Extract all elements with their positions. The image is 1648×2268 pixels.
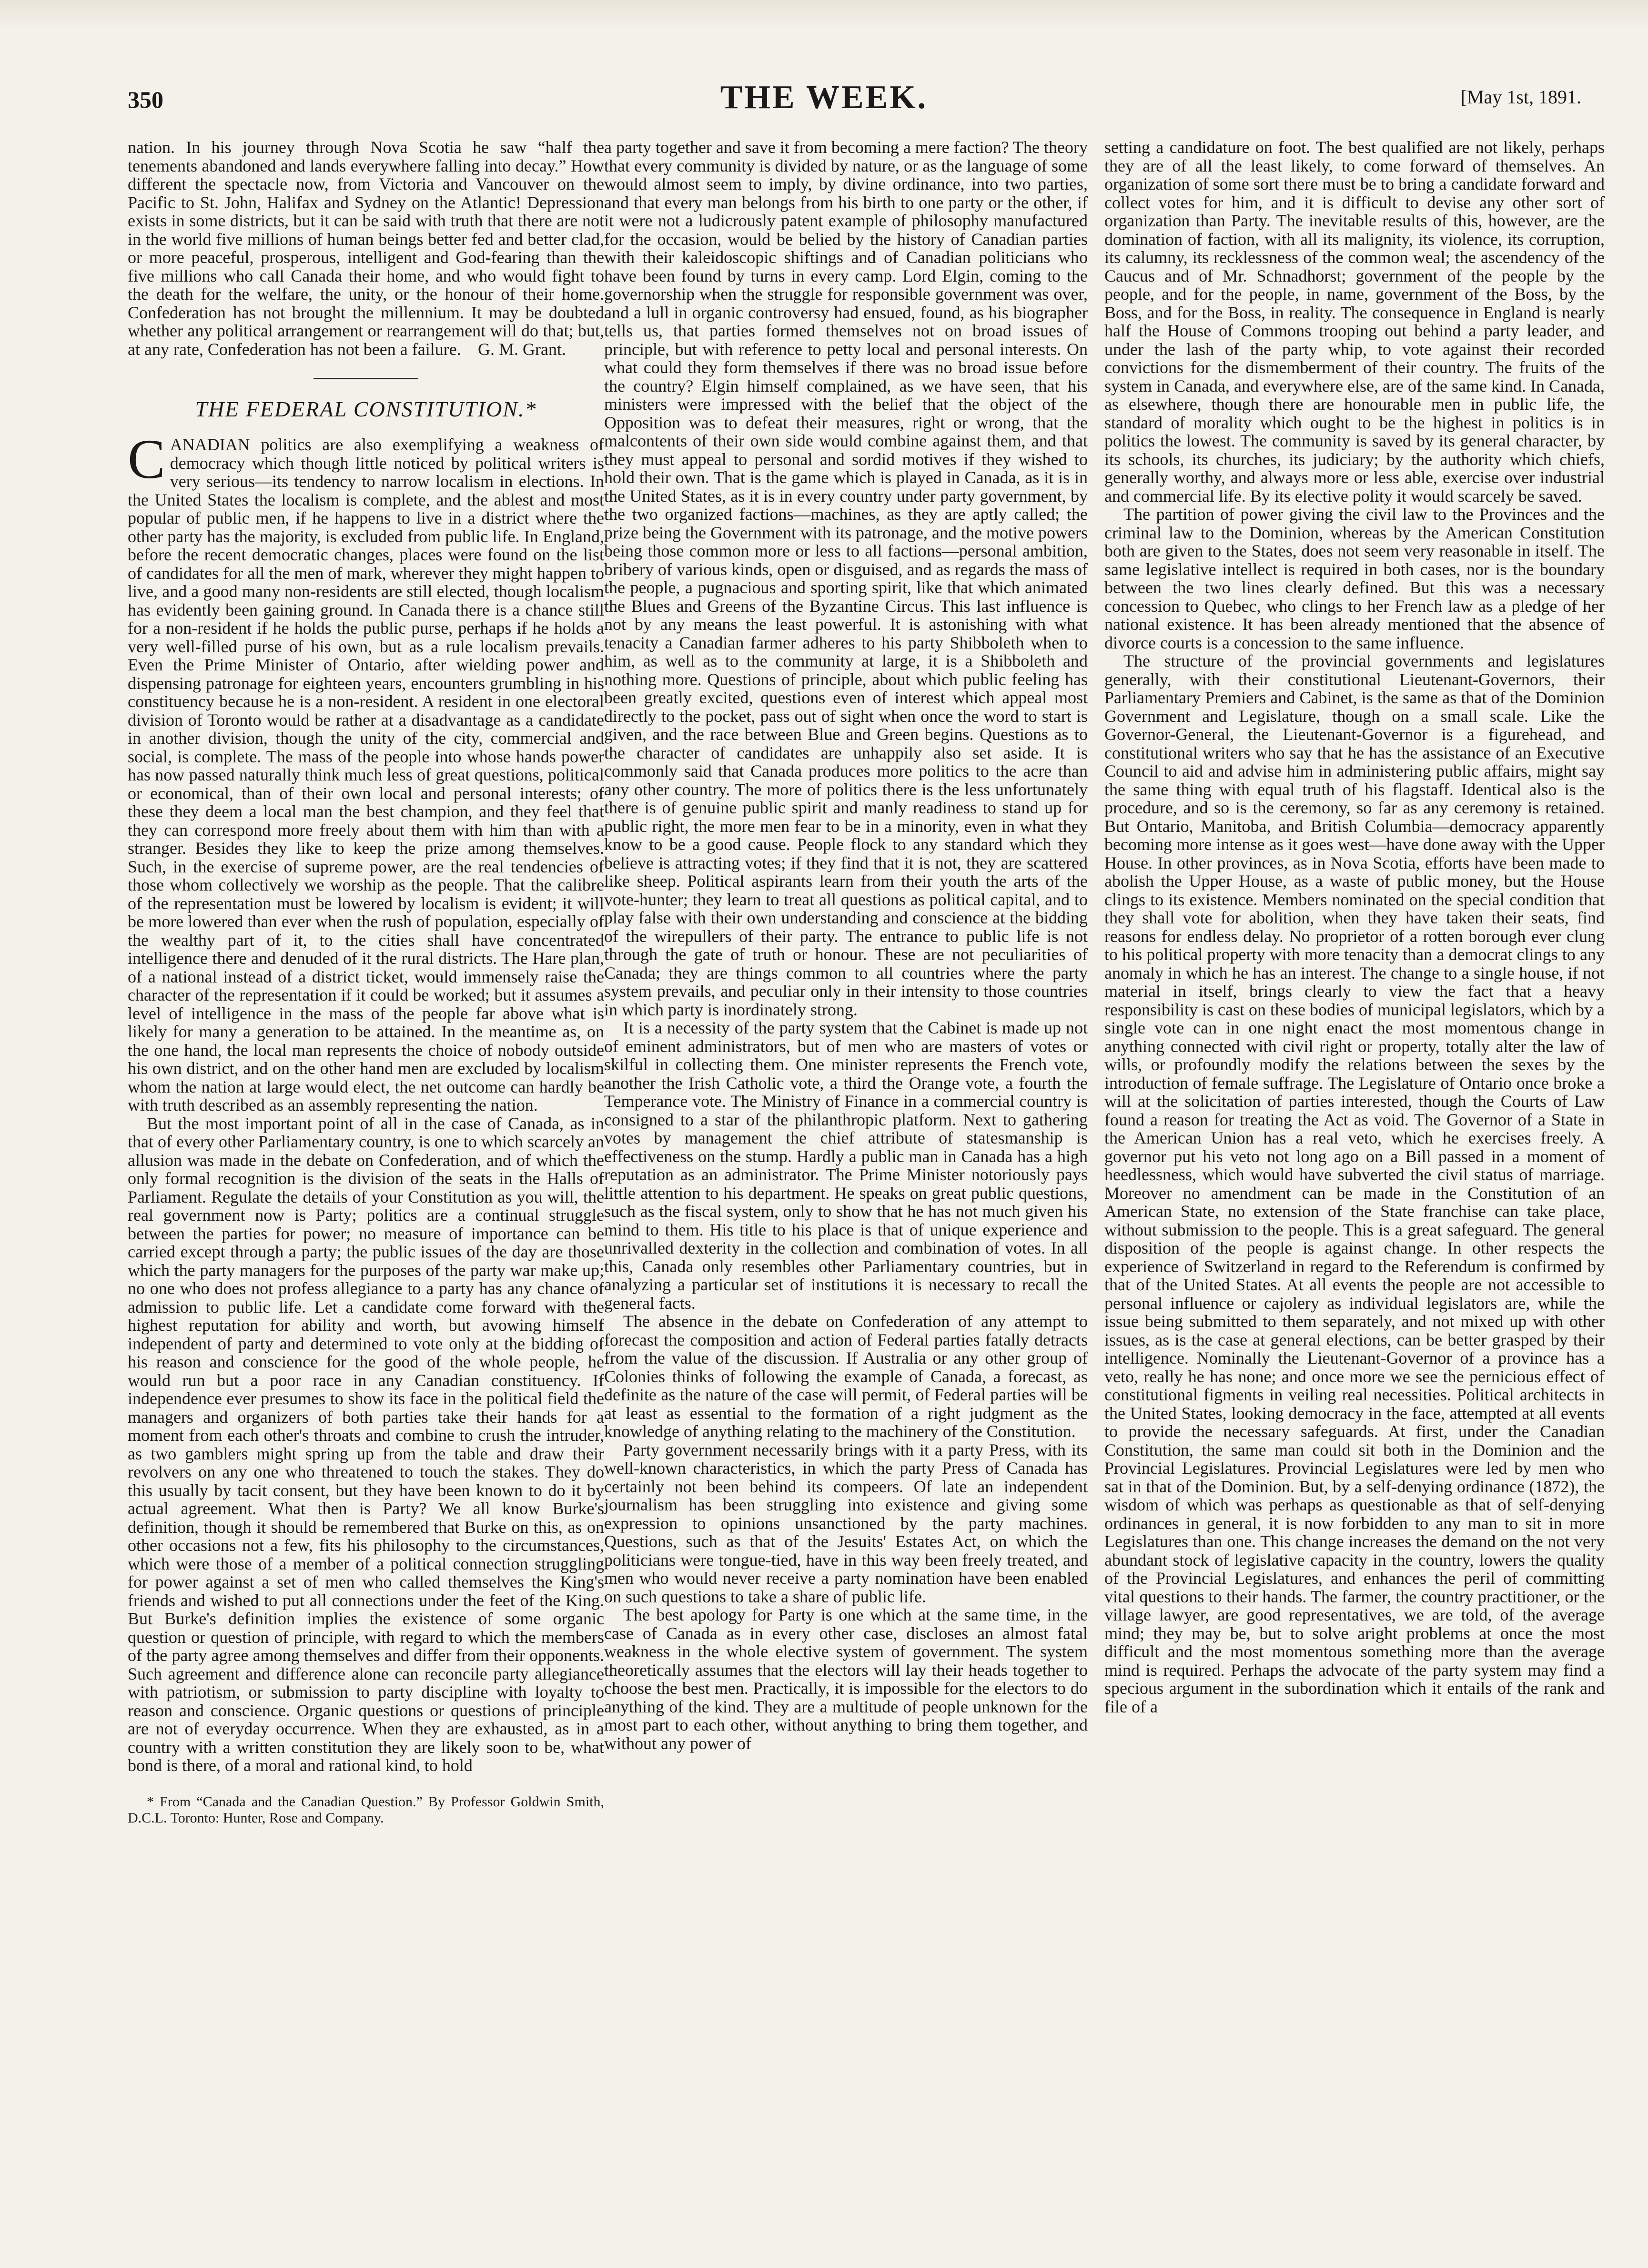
article-paragraph: setting a candidature on foot. The best qualified are not likely, perhaps they are of all the least likely, to come forward of themselves. An organization of some sort there must be to bring a candidate forward and collect votes for him, and it is difficult to devise any other sort of organization than Party. The inevitable results of this, however, are the domination of faction, with all its malignity, its violence, its corruption, its calumny, its recklessness of the common weal; the ascendency of the Caucus and of Mr. Schnadhorst; government of the people by the people, and for the people, in name, government of the Boss, by the Boss, and for the Boss, in reality. The consequence in England is nearly half the House of Commons trooping out behind a party leader, and under the lash of the party whip, to vote against their recorded convictions for the dismemberment of their country. The fruits of the system in Canada, and everywhere else, are of the same kind. In Canada, as elsewhere, though there are honourable men in public life, the standard of morality which ought to be the highest in politics is in politics the lowest. The community is saved by its general character, by its schools, its churches, its judiciary; by the authority which chiefs, generally worthy, and always more or less able, exercise over industrial and commercial life. By its elective polity it would scarcely be saved. [1104,138,1605,506]
previous-article-ending: nation. In his journey through Nova Scotia he saw “half the tenements abandoned and lands everywhere falling into decay.” How different the spectacle now, from Victoria and Vancouver on the Pacific to St. John, Halifax and Sydney on the Atlantic! Depression exists in some districts, but it can be said with truth that there are not in the world five millions of human beings better fed and better clad, or more peaceful, prosperous, intelligent and God-fearing than the five millions who call Canada their home, and who would fight to the death for the welfare, the unity, or the honour of their home. Confederation has not brought the millennium. It may be doubted whether any political arrangement or rearrangement will do that; but, at any rate, Confederation has not been a failure. [128,138,604,359]
page-number: 350 [128,86,163,113]
article-paragraph: The structure of the provincial governments and legislatures generally, with their constitutional Lieutenant-Governors, their Parliamentary Premiers and Cabinet, is the same as that of the Dominion Government and Legislature, though on a small scale. Like the Governor-General, the Lieutenant-Governor is a figurehead, and constitutional writers who say that he has the assistance of an Executive Council to aid and advise him in administering public affairs, might say the same thing with equal truth of his flagstaff. Identical also is the procedure, and so is the ceremony, so far as any ceremony is retained. But Ontario, Manitoba, and British Columbia—democracy apparently becoming more intense as it goes west—have done away with the Upper House. In other provinces, as in Nova Scotia, efforts have been made to abolish the Upper House, as a waste of public money, but the House clings to its existence. Members nominated on the special condition that they shall vote for abolition, when they have taken their seats, find reasons for endless delay. No proprietor of a rotten borough ever clung to his political property with more tenacity than a democrat clings to any anomaly in which he has an interest. The change to a single house, if not material in itself, brings clearly to view the fact that a heavy responsibility is cast on these bodies of municipal legislators, which by a single vote can in one night enact the most momentous change in anything connected with civil right or property, totally alter the law of wills, or profoundly modify the relations between the sexes by the introduction of female suffrage. The Legislature of Ontario once broke a will at the solicitation of parties interested, though the Courts of Law found a reason for treating the Act as void. The Governor of a State in the American Union has a real veto, which he exercises freely. A governor put his veto not long ago on a Bill passed in a moment of heedlessness, which would have subverted the civil status of marriage. Moreover no amendment can be made in the Constitution of an American State, no extension of the State franchise can take place, without submission to the people. This is a great safeguard. The general disposition of the people is against change. In other respects the experience of Switzerland in regard to the Referendum is confirmed by that of the United States. At all events the people are not accessible to personal influence or cajolery as individual legislators are, while the issue being submitted to them separately, and not mixed up with other issues, as is the case at general elections, can be better grasped by their intelligence. Nominally the Lieutenant-Governor of a province has a veto, really he has none; and once more we see the pernicious effect of constitutional figments in veiling real necessities. Political architects in the United States, looking democracy in the face, attempted at all events to provide the necessary safeguards. At first, under the Canadian Constitution, the same man could sit both in the Dominion and the Provincial Legislatures. Provincial Legislatures were led by men who sat in that of the Dominion. But, by a self-denying ordinance (1872), the wisdom of which was perhaps as questionable as that of self-denying ordinances in general, it is now forbidden to any man to sit in more Legislatures than one. This change increases the demand on the not very abundant stock of legislative capacity in the country, lowers the quality of the Provincial Legislatures, and enhances the peril of committing vital questions to their hands. The farmer, the country practitioner, or the village lawyer, are good representatives, we are told, of the average mind; they may be, but to solve aright problems at once the most difficult and the most momentous something more than the average mind is required. Perhaps the advocate of the party system may find a specious argument in the subordination which it entails of the rank and file of a [1104,651,1605,1716]
drop-cap: C [128,428,165,490]
footnote: * From “Canada and the Canadian Question.” By Professor Goldwin Smith, D.C.L. Toronto: Hunter, Rose and Company. [128,1793,604,1826]
article-paragraph: The best apology for Party is one which at the same time, in the case of Canada as in every other case, discloses an almost fatal weakness in the whole elective system of government. The system theoretically assumes that the electors will lay their heads together to choose the best men. Practically, it is impossible for the electors to do anything of the kind. They are a multitude of people unknown for the most part to each other, without anything to bring them together, and without any power of [604,1605,1088,1753]
article-paragraph: The absence in the debate on Confederation of any attempt to forecast the composition and action of Federal parties fatally detracts from the value of the discussion. If Australia or any other group of Colonies thinks of following the example of Canada, a forecast, as definite as the nature of the case will permit, of Federal parties will be at least as essential to the formation of a right judgment as the knowledge of anything relating to the machinery of the Constitution. [604,1312,1088,1441]
article-paragraph: But the most important point of all in the case of Canada, as in that of every other Parliamentary country, is one to which scarcely an allusion was made in the debate on Confederation, and of which the only formal recognition is the division of the seats in the Halls of Parliament. Regulate the details of your Constitution as you will, the real government now is Party; politics are a continual struggle between the parties for power; no measure of importance can be carried except through a party; the public issues of the day are those which the party managers for the purposes of the party war make up; no one who does not profess allegiance to a party has any chance of admission to public life. Let a candidate come forward with the highest reputation for ability and worth, but avowing himself independent of party and determined to vote only at the bidding of his reason and conscience for the good of the whole people, he would run but a poor race in any Canadian constituency. If independence ever presumes to show its face in the political field the managers and organizers of both parties take their hands for a moment from each other's throats and combine to crush the intruder, as two gamblers might spring up from the table and draw their revolvers on any one who threatened to touch the stakes. They do this usually by tacit consent, but they have been known to do it by actual agreement. What then is Party? We all know Burke's definition, though it should be remembered that Burke on this, as on other occasions not a few, fits his philosophy to the circumstances, which were those of a member of a political connection struggling for power against a set of men who called themselves the King's friends and wished to put all connections under the feet of the King. But Burke's definition implies the existence of some organic question or question of principle, with regard to which the members of the party agree among themselves and differ from their opponents. Such agreement and difference alone can reconcile party allegiance with patriotism, or submission to party discipline with loyalty to reason and conscience. Organic questions or questions of principle are not of everyday occurrence. When they are exhausted, as in a country with a written constitution they are likely soon to be, what bond is there, of a moral and rational kind, to hold [128,1114,604,1775]
column-3 [1104,138,1605,1716]
author-signature: G. M. Grant. [478,340,566,359]
article-paragraph [128,428,604,1114]
article-paragraph: The partition of power giving the civil law to the Provinces and the criminal law to the Dominion, whereas by the American Constitution both are given to the States, does not seem very reasonable in itself. The same legislative intellect is required in both cases, nor is the boundary between the two lines clearly defined. But this was a necessary concession to Quebec, who clings to her French law as a pledge of her national existence. It has been already mentioned that the absence of divorce courts is a concession to the same influence. [1104,505,1605,652]
paragraph-text: ANADIAN politics are also exemplifying a weakness of democracy which though little noticed by political writers is very serious—its tendency to narrow localism in elections. In the United States the localism is complete, and the ablest and most popular of public men, if he happens to live in a district where the other party has the majority, is excluded from public life. In England, before the recent democratic changes, places were found on the list of candidates for all the men of mark, wherever they might happen to live, and a good many non-residents are still elected, though localism has evidently been gaining ground. In Canada there is a chance still for a non-resident if he holds the public purse, perhaps if he holds a very well-filled purse of his own, but as a rule localism prevails. Even the Prime Minister of Ontario, after wielding power and dispensing patronage for eighteen years, encounters grumbling in his constituency because he is a non-resident. A resident in one electoral division of Toronto would be rather at a disadvantage as a candidate in another division, though the unity of the city, commercial and social, is complete. The mass of the people into whose hands power has now passed naturally think much less of great questions, political or economical, than of their own local and personal interests; of these they deem a local man the best champion, and they feel that they can correspond more freely about them with him than with a stranger. Besides they like to keep the prize among themselves. Such, in the exercise of supreme power, are the real tendencies of those whom collectively we worship as the people. That the calibre of the representation must be lowered by localism is evident; it will be more lowered than ever when the rush of population, especially of the wealthy part of it, to the cities shall have concentrated intelligence there and denuded of it the rural districts. The Hare plan, of a national instead of a district ticket, would immensely raise the character of the representation if it could be worked; but it assumes a level of intelligence in the mass of the people far above what is likely for many a generation to be attained. In the meantime as, on the one hand, the local man represents the choice of nobody outside his own district, and on the other hand men are excluded by localism whom the nation at large would elect, the net outcome can hardly be with truth described as an assembly representing the nation. [128,435,604,1114]
issue-date: [May 1st, 1891. [1460,86,1581,108]
column-1 [128,138,604,1826]
journal-title: THE WEEK. [720,79,928,116]
article-title: THE FEDERAL CONSTITUTION.* [195,396,537,421]
divider [313,378,418,379]
page-top-edge [0,0,1648,29]
article-paragraph: It is a necessity of the party system that the Cabinet is made up not of eminent administrators, but of men who are masters of votes or skilful in collecting them. One minister represents the French vote, another the Irish Catholic vote, a third the Orange vote, a fourth the Temperance vote. The Ministry of Finance in a commercial country is consigned to a star of the philanthropic platform. Next to gathering votes by management the chief attribute of statesmanship is effectiveness on the stump. Hardly a public man in Canada has a high reputation as an administrator. The Prime Minister notoriously pays little attention to his department. He speaks on great public questions, such as the fiscal system, only to show that he has not much given his mind to them. His title to his place is that of unique experience and unrivalled dexterity in the collection and combination of votes. In all this, Canada only resembles other Parliamentary countries, but in analyzing a particular set of institutions it is necessary to recall the general facts. [604,1018,1088,1313]
column-2 [604,138,1088,1752]
article-paragraph: a party together and save it from becoming a mere faction? The theory that every community is divided by nature, or as the language of some would almost seem to imply, by divine ordinance, into two parties, and that every man belongs from his birth to one party or the other, if it were not a ludicrously patent example of philosophy manufactured for the occasion, would be belied by the history of Canadian parties with their kaleidoscopic shiftings and of Canadian politicians who have been found by turns in every camp. Lord Elgin, coming to the governorship when the struggle for responsible government was over, and a lull in organic controversy had ensued, found, as his biographer tells us, that parties formed themselves not on broad issues of principle, but with reference to petty local and personal interests. On what could they form themselves if there was no broad issue before the country? Elgin himself complained, as we have seen, that his ministers were impressed with the belief that the object of the Opposition was to defeat their measures, right or wrong, that the malcontents of their own side would combine against them, and that they must appeal to personal and sordid motives if they wished to hold their own. That is the game which is played in Canada, as it is in the United States, as it is in every country under party government, by the two organized factions—machines, as they are aptly called; the prize being the Government with its patronage, and the motive powers being those common more or less to all factions—personal ambition, bribery of various kinds, open or disguised, and as regards the mass of the people, a pugnacious and sporting spirit, like that which animated the Blues and Greens of the Byzantine Circus. This last influence is not by any means the least powerful. It is astonishing with what tenacity a Canadian farmer adheres to his party Shibboleth when to him, as well as to the community at large, it is a Shibboleth and nothing more. Questions of principle, about which public feeling has been greatly excited, questions even of interest which appeal most directly to the pocket, pass out of sight when once the word to start is given, and the race between Blue and Green begins. Questions as to the character of candidates are unhappily also set aside. It is commonly said that Canada produces more politics to the acre than any other country. The more of politics there is the less unfortunately there is of genuine public spirit and manly readiness to stand up for public right, the more men fear to be in a minority, even in what they know to be a good cause. People flock to any standard which they believe is attracting votes; if they find that it is not, they are scattered like sheep. Political aspirants learn from their youth the arts of the vote-hunter; they learn to treat all questions as political capital, and to play false with their own understanding and conscience at the bidding of the wirepullers of their party. The entrance to public life is not through the gate of truth or honour. These are not peculiarities of Canada; they are things common to all countries where the party system prevails, and peculiar only in their intensity to those countries in which party is inordinately strong. [604,138,1088,1019]
article-paragraph: Party government necessarily brings with it a party Press, with its well-known characteristics, in which the party Press of Canada has certainly not been behind its compeers. Of late an independent journalism has been struggling into existence and giving some expression to opinions unsanctioned by the party machines. Questions, such as that of the Jesuits' Estates Act, on which the politicians were tongue-tied, have in this way been freely treated, and men who would never receive a party nomination have been enabled on such questions to take a share of public life. [604,1440,1088,1606]
page-header [0,71,1648,114]
